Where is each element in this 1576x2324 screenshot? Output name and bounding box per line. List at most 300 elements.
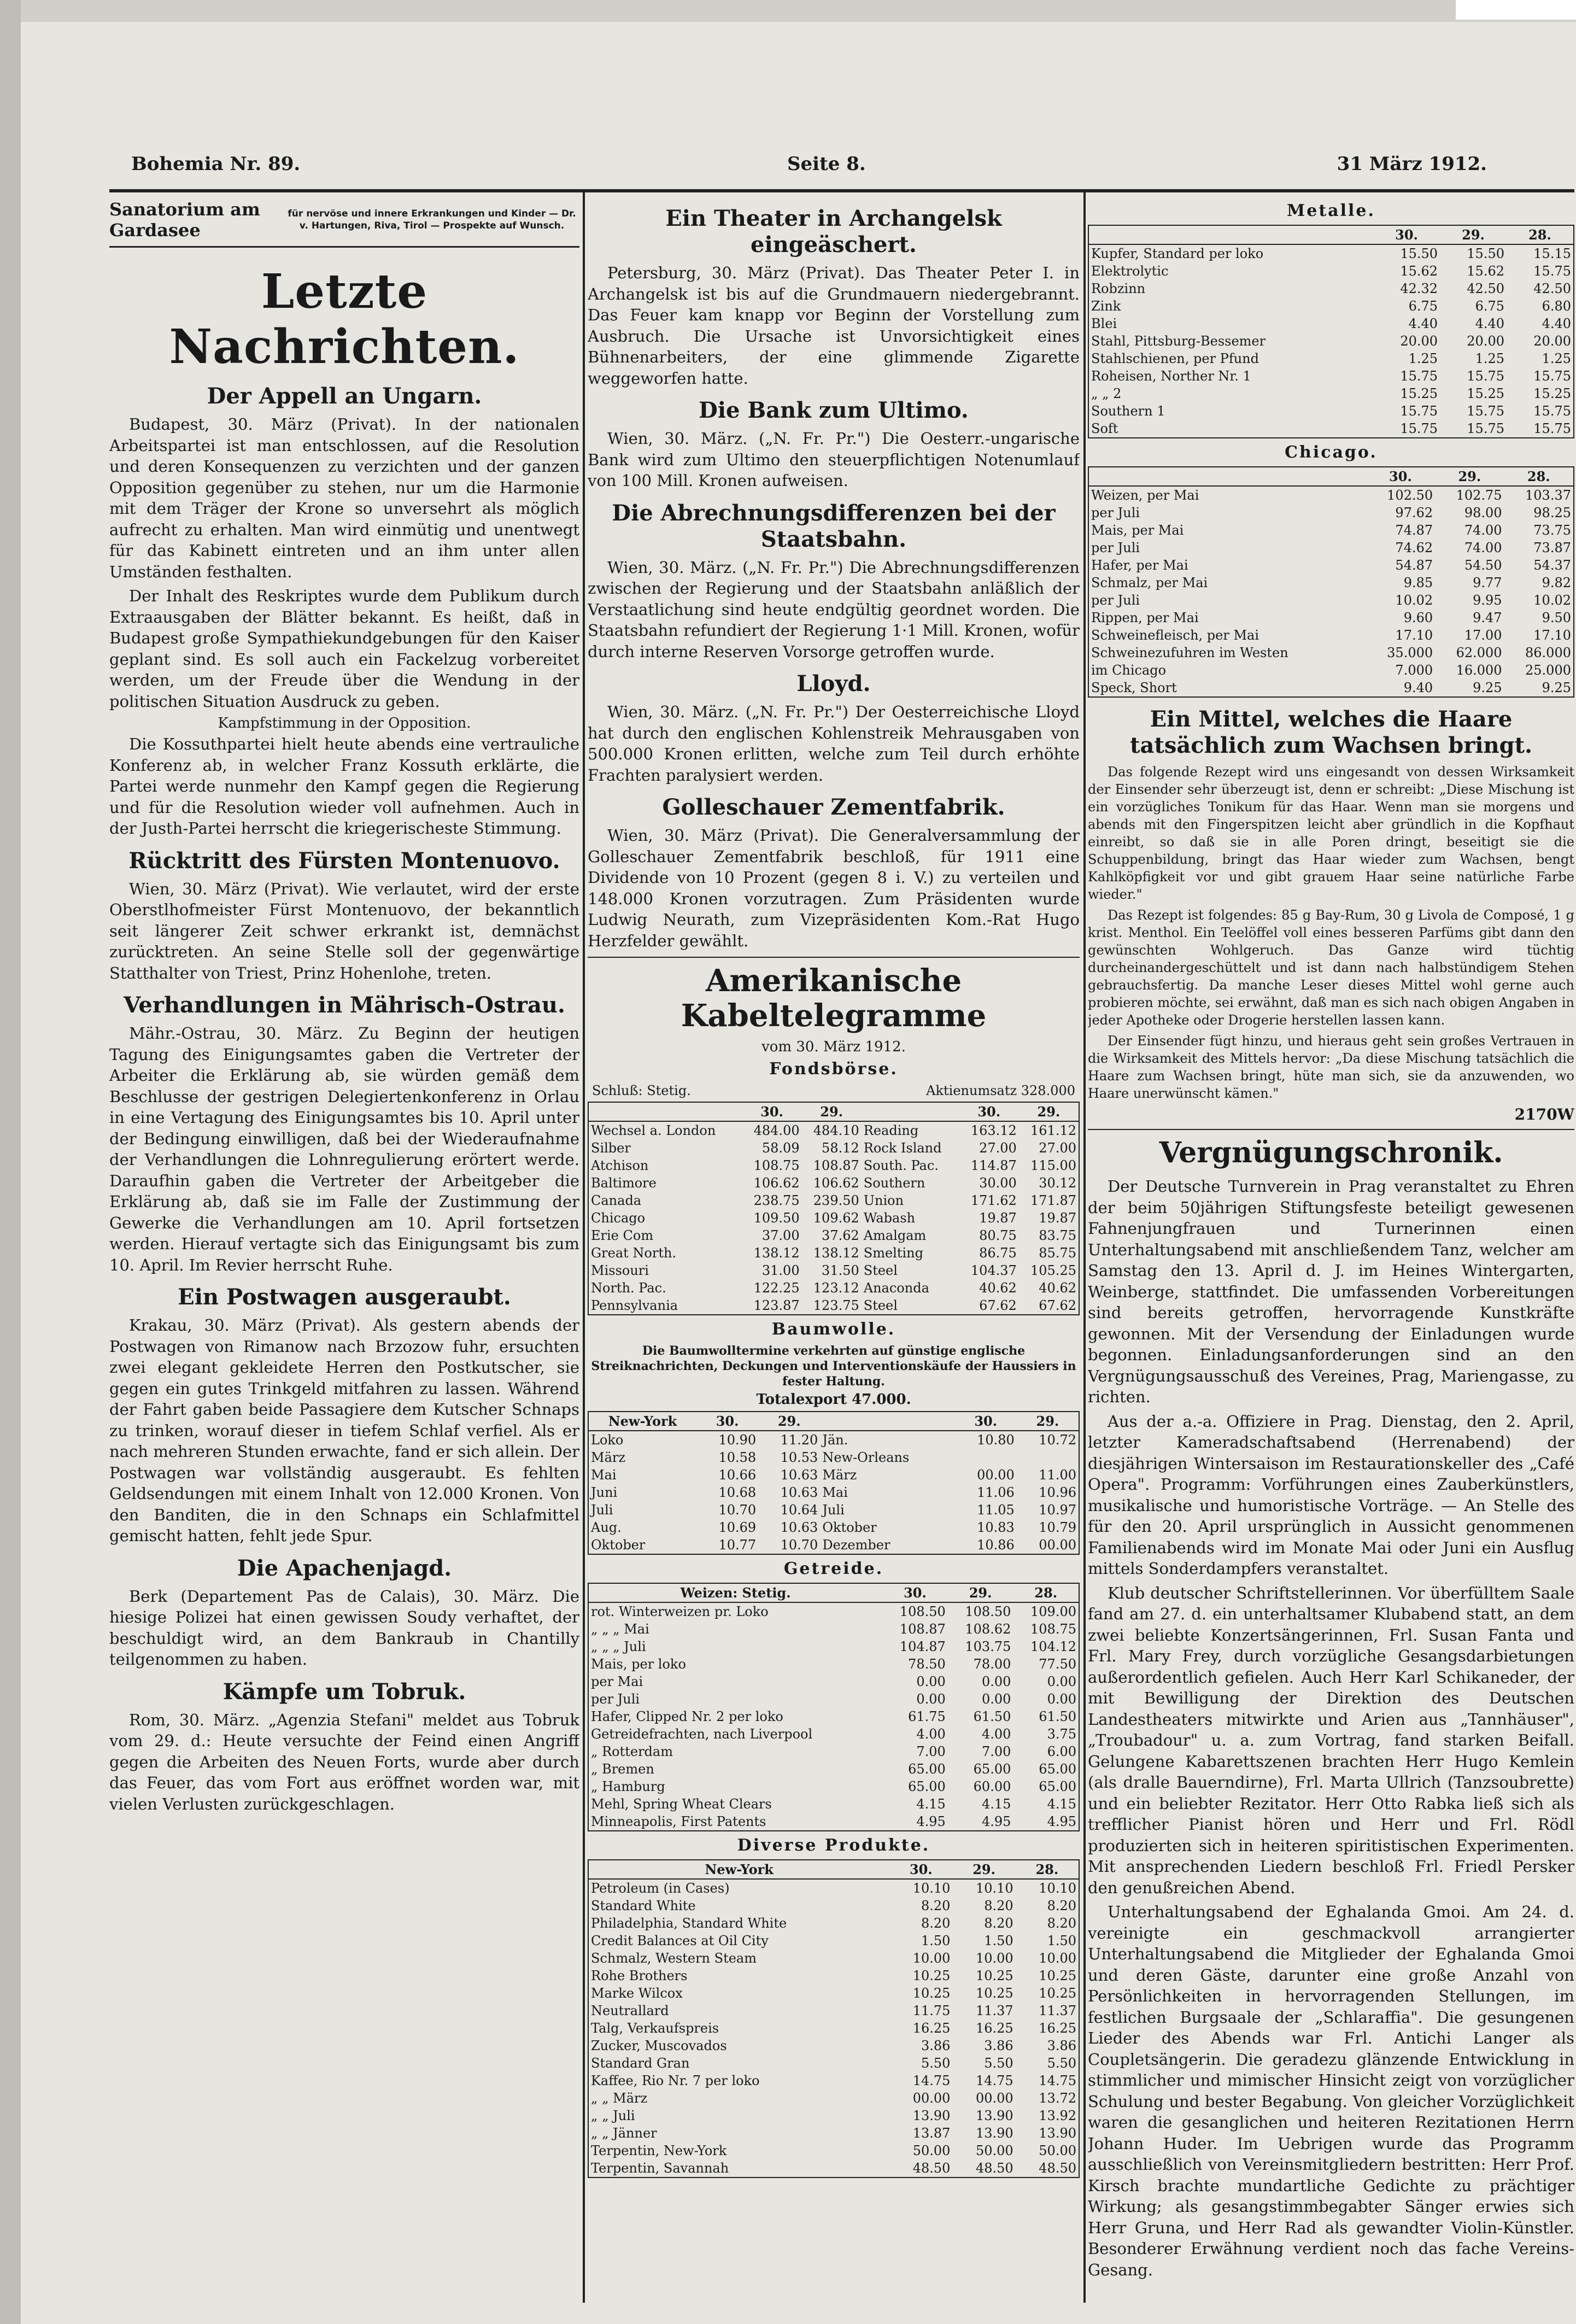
table-cell: 48.50	[1039, 2161, 1076, 2176]
table-cell: Oktober	[822, 1520, 877, 1535]
article-paragraph: Der Einsender fügt hinzu, und hieraus geht sein großes Vertrauen in die Wirksamkeit des Mittels hervor: „Da diese Mischung tatsächlich die Haare zum Wachsen bringt, hüte man sich, sie da anzuwenden, wo Haare unerwünscht kämen."	[1088, 1033, 1574, 1101]
table-cell: 6.75	[1408, 298, 1438, 314]
table-cell: 14.75	[975, 2073, 1013, 2088]
table-row	[589, 1279, 1079, 1297]
table-cell: 85.75	[1039, 1245, 1076, 1261]
table-cell: 10.00	[912, 1951, 951, 1966]
table-cell: 65.00	[973, 1761, 1011, 1777]
table-cell: New-Orleans	[822, 1450, 910, 1465]
fonds-summary	[588, 1083, 1080, 1098]
article-headline: Die Abrechnungsdifferenzen bei der Staatsbahn.	[612, 500, 1056, 552]
table-row	[1089, 244, 1573, 262]
table-header-cell: New-York	[589, 1412, 696, 1431]
table-cell: North. Pac.	[591, 1280, 666, 1296]
table-cell: Mais, per Mai	[1091, 523, 1184, 538]
column-1	[109, 197, 579, 2307]
table-cell: 10.25	[975, 1968, 1013, 1983]
table-cell: 103.37	[1525, 488, 1571, 503]
table-cell: 13.72	[1039, 2091, 1076, 2106]
table-cell: rot. Winterweizen pr. Loko	[591, 1604, 769, 1619]
table-row	[589, 1174, 1079, 1192]
table-cell: 61.50	[973, 1709, 1011, 1724]
table-cell: 0.00	[1047, 1674, 1076, 1689]
table-cell: 54.87	[1395, 558, 1433, 573]
table-cell: 9.25	[1542, 680, 1571, 695]
table-cell: Mais, per loko	[591, 1656, 686, 1672]
table-cell: 00.00	[975, 2091, 1013, 2106]
table-cell: 15.75	[1533, 421, 1571, 436]
table-cell: 78.00	[973, 1656, 1011, 1672]
ad-title: Sanatorium am Gardasee	[109, 199, 260, 241]
table-row	[589, 1602, 1079, 1620]
table-cell: Hafer, Clipped Nr. 2 per loko	[591, 1709, 783, 1724]
table-header-row	[589, 1103, 1079, 1121]
article-paragraph: Die Kossuthpartei hielt heute abends eine vertrauliche Konferenz ab, in welcher Franz Kossuth erklärte, die Partei werde nunmehr den Kampf gegen die Regierung und für die Resolution wieder voll aufnehmen. Auch in der Justh-Partei herrscht die kriegerischeste Stimmung.	[109, 735, 579, 838]
table-cell: 5.50	[1047, 2056, 1076, 2071]
table-cell: Schweinefleisch, per Mai	[1091, 628, 1259, 643]
table-cell: per Juli	[1091, 540, 1140, 555]
table-cell: Jän.	[822, 1432, 848, 1448]
table-cell: 67.62	[979, 1298, 1017, 1313]
table-row	[1089, 662, 1573, 679]
column-divider-1	[583, 192, 585, 2303]
table-cell: „ „ „ Juli	[591, 1639, 646, 1654]
table-cell: 0.00	[981, 1691, 1011, 1707]
ad-code: 2170W	[1514, 1105, 1574, 1123]
article-paragraph: Wien, 30. März (Privat). Die Generalversammlung der Golleschauer Zementfabrik beschloß, für 1911 eine Dividende von 10 Prozent (gegen 8 i. V.) zu verteilen und 148.000 Kronen vorzutragen. Zum Präsidenten wurde Ludwig Neurath, zum Vizepräsidenten Kom.-Rat Hugo Herzfelder gewählt.	[588, 826, 1080, 950]
table-header-cell: 30.	[889, 1860, 952, 1879]
table-cell: 78.50	[908, 1656, 946, 1672]
table-cell	[1017, 1449, 1079, 1466]
article-paragraph: Wien, 30. März. („N. Fr. Pr.") Die Abrechnungsdifferenzen zwischen der Regierung und der Staatsbahn anläßlich der Verstaatlichung sind heute endgültig geordnet worden. Die Staatsbahn refundiert der Regierung 1·1 Mill. Kronen, wofür durch interne Reserven Vorsorge getroffen wurde.	[588, 558, 1080, 661]
table-header-row	[1089, 226, 1573, 244]
table-cell: „ „ „ Mai	[591, 1621, 649, 1637]
table-cell: Juli	[822, 1502, 845, 1518]
table-cell: 54.37	[1533, 558, 1571, 573]
table-cell: 20.00	[1467, 333, 1504, 349]
table-cell: Atchison	[591, 1158, 649, 1173]
table-cell: 10.63	[780, 1520, 818, 1535]
table-row	[589, 1760, 1079, 1778]
table-body	[1089, 244, 1573, 437]
table-cell: 97.62	[1395, 505, 1433, 520]
table-cell: 15.25	[1400, 386, 1438, 401]
table-cell: 10.77	[718, 1537, 757, 1553]
table-body	[589, 1431, 1079, 1554]
table-cell: 238.75	[753, 1193, 800, 1208]
table-cell: 10.25	[912, 1968, 951, 1983]
table-row	[1089, 367, 1573, 385]
table-header-cell: 29.	[1440, 226, 1507, 244]
table-cell: 5.50	[984, 2056, 1013, 2071]
table-cell: South. Pac.	[863, 1158, 939, 1173]
table-row	[589, 2142, 1079, 2159]
table-cell: 4.40	[1475, 316, 1504, 331]
table-cell: 11.05	[977, 1502, 1015, 1518]
page-header	[131, 153, 1487, 186]
table-cell: 17.10	[1395, 628, 1433, 643]
table-cell: 50.00	[975, 2143, 1013, 2158]
chicago-title: Chicago.	[1285, 443, 1378, 462]
table-cell: 13.87	[912, 2126, 951, 2141]
table-cell: 7.00	[916, 1744, 946, 1759]
table-header-cell: 29.	[1017, 1412, 1079, 1431]
table-row	[1089, 315, 1573, 332]
table-row	[1089, 504, 1573, 522]
table-cell: 484.00	[753, 1123, 800, 1138]
table-cell: Mai	[591, 1467, 617, 1483]
table-cell: 102.50	[1387, 488, 1433, 503]
table-cell: 8.20	[984, 1898, 1013, 1913]
table-cell: „ „ 2	[1091, 386, 1122, 401]
table-cell: 1.50	[921, 1933, 951, 1948]
table-cell: 27.00	[1039, 1140, 1076, 1156]
table-row	[1089, 679, 1573, 696]
metalle-table	[1089, 226, 1573, 437]
table-cell: 11.20	[780, 1432, 818, 1448]
diverse-table	[589, 1860, 1079, 2177]
table-cell: 20.00	[1533, 333, 1571, 349]
column-3	[1088, 197, 1574, 2307]
table-cell: 00.00	[912, 2091, 951, 2106]
table-cell: Missouri	[591, 1263, 649, 1278]
table-cell: 7.00	[981, 1744, 1011, 1759]
table-cell: 20.00	[1400, 333, 1438, 349]
table-row	[589, 1262, 1079, 1279]
table-row	[589, 2054, 1079, 2072]
table-cell: 10.80	[977, 1432, 1015, 1448]
table-cell: 6.00	[1047, 1744, 1076, 1759]
scan-edge-top	[0, 0, 1576, 22]
fonds-volume: Aktienumsatz 328.000	[926, 1083, 1075, 1098]
table-cell: Wabash	[863, 1210, 916, 1226]
table-cell: Soft	[1091, 421, 1118, 436]
table-cell: 15.75	[1400, 421, 1438, 436]
table-cell: Smelting	[863, 1245, 923, 1261]
table-cell: 3.86	[984, 2038, 1013, 2053]
table-cell: 77.50	[1039, 1656, 1076, 1672]
table-row	[1089, 522, 1573, 539]
table-cell: 8.20	[984, 1916, 1013, 1931]
table-cell: Chicago	[591, 1210, 646, 1226]
table-row	[1089, 262, 1573, 280]
table-cell: 73.75	[1533, 523, 1571, 538]
table-row	[1089, 592, 1573, 609]
table-cell: 83.75	[1039, 1228, 1076, 1243]
table-cell: per Juli	[1091, 593, 1140, 608]
table-header-cell: 28.	[1507, 226, 1573, 244]
table-cell: per Juli	[591, 1691, 640, 1707]
table-row	[589, 1466, 1079, 1484]
divider	[1088, 1129, 1574, 1130]
diverse-table-box	[588, 1859, 1080, 2178]
table-row	[1089, 350, 1573, 367]
fonds-status: Schluß: Stetig.	[592, 1083, 691, 1098]
baumwolle-title: Baumwolle.	[771, 1320, 896, 1339]
table-cell: 15.75	[1467, 368, 1504, 384]
table-row	[589, 1449, 1079, 1466]
chicago-table	[1089, 467, 1573, 696]
table-cell: „ „ Jänner	[591, 2126, 657, 2141]
table-cell: 1.25	[1542, 351, 1571, 366]
table-cell: 8.20	[1047, 1916, 1076, 1931]
table-cell: 54.50	[1464, 558, 1502, 573]
table-cell: Standard White	[591, 1898, 696, 1913]
table-cell: 138.12	[813, 1245, 859, 1261]
table-cell: 67.62	[1039, 1298, 1076, 1313]
table-cell: Hafer, per Mai	[1091, 558, 1188, 573]
table-row	[589, 1985, 1079, 2002]
table-row	[589, 2159, 1079, 2177]
article-headline: Lloyd.	[796, 671, 871, 696]
table-cell: Stahl, Pittsburg-Bessemer	[1091, 333, 1266, 349]
table-cell: 86.000	[1525, 645, 1571, 660]
table-row	[1089, 486, 1573, 504]
table-cell: Zink	[1091, 298, 1121, 314]
table-cell: 108.50	[965, 1604, 1011, 1619]
divider	[588, 957, 1080, 958]
table-cell: 0.00	[916, 1691, 946, 1707]
baumwolle-export: Totalexport 47.000.	[756, 1391, 911, 1408]
article-paragraph: Der Inhalt des Reskriptes wurde dem Publikum durch Extraausgaben der Blätter bekannt. Es heißt, daß in Budapest große Sympathiekundgebungen für den Kaiser geplant sind. Es soll auch ein Fackelzug vorbereitet werden, um der Freude über die Wendung in der politischen Situation Ausdruck zu geben.	[109, 587, 579, 711]
table-cell: 3.86	[1047, 2038, 1076, 2053]
table-cell: 4.15	[981, 1796, 1011, 1812]
table-cell: 31.00	[761, 1263, 800, 1278]
table-header-row	[589, 1860, 1079, 1879]
table-cell: 42.32	[1400, 281, 1438, 296]
table-cell: Minneapolis, First Patents	[591, 1814, 766, 1829]
table-header-cell: 28.	[1016, 1860, 1079, 1879]
table-cell: 15.75	[1400, 403, 1438, 419]
table-row	[589, 1536, 1079, 1554]
table-cell: 15.62	[1400, 264, 1438, 279]
table-cell: 161.12	[1030, 1123, 1076, 1138]
table-cell: 10.83	[977, 1520, 1015, 1535]
table-row	[1089, 609, 1573, 627]
table-cell: 109.00	[1030, 1604, 1076, 1619]
baumwolle-table-box	[588, 1411, 1080, 1555]
table-row	[589, 1121, 1079, 1139]
table-row	[589, 1967, 1079, 1985]
table-cell: Juni	[591, 1485, 618, 1500]
getreide-table-box	[588, 1583, 1080, 1831]
table-cell: 10.97	[1039, 1502, 1076, 1518]
table-cell: 19.87	[979, 1210, 1017, 1226]
table-cell: 10.70	[780, 1537, 818, 1553]
table-cell: Getreidefrachten, nach Liverpool	[591, 1726, 813, 1742]
table-cell: 42.50	[1467, 281, 1504, 296]
table-cell: 10.25	[912, 1986, 951, 2001]
table-row	[589, 1620, 1079, 1638]
table-cell: 31.50	[822, 1263, 859, 1278]
table-cell: 4.40	[1542, 316, 1571, 331]
table-cell: 50.00	[912, 2143, 951, 2158]
section-masthead: Letzte Nachrichten.	[169, 264, 520, 374]
getreide-table	[589, 1584, 1079, 1830]
table-row	[1089, 557, 1573, 574]
table-cell: 60.00	[973, 1779, 1011, 1794]
table-cell: 16.25	[1039, 2021, 1076, 2036]
table-row	[589, 1932, 1079, 1950]
table-cell: 11.00	[1039, 1467, 1076, 1483]
table-cell: 98.25	[1533, 505, 1571, 520]
table-cell: 106.62	[813, 1175, 859, 1191]
scan-edge-left	[0, 0, 21, 2324]
table-cell: „ „ März	[591, 2091, 648, 2106]
table-row	[589, 1638, 1079, 1655]
table-cell: 9.95	[1473, 593, 1502, 608]
article-headline: Ein Mittel, welches die Haare tatsächlich zum Wachsen bringt.	[1129, 706, 1532, 758]
table-cell: 171.62	[970, 1193, 1017, 1208]
table-row	[589, 1297, 1079, 1314]
table-cell: 0.00	[981, 1674, 1011, 1689]
article-headline: Rücktritt des Fürsten Montenuovo.	[128, 847, 560, 874]
table-cell: 9.50	[1542, 610, 1571, 625]
table-row	[1089, 280, 1573, 297]
table-cell: 13.92	[1039, 2108, 1076, 2123]
table-row	[589, 1244, 1079, 1262]
table-cell: 25.000	[1525, 663, 1571, 678]
table-cell: Zucker, Muscovados	[591, 2038, 727, 2053]
table-header-cell: 30.	[1366, 467, 1435, 486]
table-cell: 104.87	[899, 1639, 946, 1654]
table-row	[589, 1813, 1079, 1830]
table-row	[589, 1484, 1079, 1501]
table-cell: Mai	[822, 1485, 848, 1500]
table-cell: Dezember	[822, 1537, 890, 1553]
table-cell: 4.95	[916, 1814, 946, 1829]
table-header-row	[589, 1584, 1079, 1602]
table-cell: 16.25	[912, 2021, 951, 2036]
table-header-cell: 29.	[948, 1584, 1013, 1602]
table-cell: Silber	[591, 1140, 631, 1156]
table-header-cell	[589, 1103, 742, 1121]
table-cell: „ Hamburg	[591, 1779, 665, 1794]
table-cell: 108.87	[813, 1158, 859, 1173]
table-cell: 9.77	[1473, 575, 1502, 590]
table-cell: 10.68	[718, 1485, 757, 1500]
table-cell: Speck, Short	[1091, 680, 1177, 695]
table-cell: Rohe Brothers	[591, 1968, 688, 1983]
table-cell: 13.90	[912, 2108, 951, 2123]
vergnuegung-headline: Vergnügungschronik.	[1159, 1136, 1503, 1169]
table-cell: Canada	[591, 1193, 642, 1208]
table-cell: 102.75	[1456, 488, 1502, 503]
header-page-number: Seite 8.	[787, 153, 866, 175]
table-cell: „ Bremen	[591, 1761, 654, 1777]
table-cell: 10.10	[975, 1881, 1013, 1896]
table-cell: 163.12	[970, 1123, 1017, 1138]
table-cell: 4.00	[916, 1726, 946, 1742]
table-cell: Rippen, per Mai	[1091, 610, 1199, 625]
table-cell: Oktober	[591, 1537, 646, 1553]
table-header-cell: 29.	[758, 1412, 820, 1431]
table-cell: 80.75	[979, 1228, 1017, 1243]
table-header-cell	[820, 1412, 954, 1431]
table-cell: 50.00	[1039, 2143, 1076, 2158]
article-headline: Golleschauer Zementfabrik.	[662, 794, 1005, 820]
table-cell: Loko	[591, 1432, 624, 1448]
table-header-cell: 28.	[1013, 1584, 1079, 1602]
metalle-table-box	[1088, 225, 1574, 438]
table-cell: 106.62	[753, 1175, 800, 1191]
article-headline: Ein Postwagen ausgeraubt.	[178, 1284, 511, 1310]
table-cell: 10.96	[1039, 1485, 1076, 1500]
article-headline: Kämpfe um Tobruk.	[222, 1678, 466, 1705]
table-cell: 98.00	[1464, 505, 1502, 520]
baumwolle-table	[589, 1412, 1079, 1554]
table-cell: 4.95	[1047, 1814, 1076, 1829]
metalle-title: Metalle.	[1287, 201, 1375, 220]
table-row	[1089, 420, 1573, 437]
article-paragraph: Aus der a.-a. Offiziere in Prag. Dienstag, den 2. April, letzter Kameradschaftsabend (Herrenabend) der diesjährigen Wintersaison im Restaurationskeller des „Café Opera". Programm: Vorführungen eines Zauberkünstlers, musikalische und humoristische Vorträge. — An Stelle des für den 20. April ursprünglich in Aussicht genommenen Familienabends wird im Monate Mai oder Juni ein Ausflug mittels Sonderdampfers veranstaltet.	[1088, 1412, 1574, 1578]
table-row	[589, 1227, 1079, 1244]
table-cell: 10.10	[1039, 1881, 1076, 1896]
table-cell: 10.86	[977, 1537, 1015, 1553]
table-cell: Marke Wilcox	[591, 1986, 683, 2001]
table-cell: 171.87	[1030, 1193, 1076, 1208]
table-cell: 13.90	[975, 2108, 1013, 2123]
table-cell: 8.20	[921, 1916, 951, 1931]
table-cell: 11.06	[977, 1485, 1015, 1500]
table-cell: 239.50	[813, 1193, 859, 1208]
table-body	[589, 1879, 1079, 2177]
table-cell: 16.25	[975, 2021, 1013, 2036]
table-cell: 4.15	[1047, 1796, 1076, 1812]
table-header-cell: 29.	[1435, 467, 1504, 486]
table-row	[589, 1139, 1079, 1157]
table-cell: 484.10	[813, 1123, 859, 1138]
table-cell: Reading	[863, 1123, 919, 1138]
table-cell: 17.00	[1464, 628, 1502, 643]
table-cell: 15.75	[1533, 264, 1571, 279]
table-header-cell: 29.	[802, 1103, 862, 1121]
article-headline: Verhandlungen in Mährisch-Ostrau.	[124, 992, 565, 1018]
table-cell: per Juli	[1091, 505, 1140, 520]
article-paragraph: Petersburg, 30. März (Privat). Das Theater Peter I. in Archangelsk ist bis auf die Grundmauern niedergebrannt. Das Feuer kam knapp vor Beginn der Vorstellung zum Ausbruch. Die Ursache ist Unvorsichtigkeit eines Bühnenarbeiters, der eine glimmende Zigarette weggeworfen hatte.	[588, 264, 1080, 388]
table-cell: 104.12	[1030, 1639, 1076, 1654]
table-cell: Southern	[863, 1175, 925, 1191]
table-cell: 10.02	[1533, 593, 1571, 608]
table-header-cell: 30.	[955, 1412, 1017, 1431]
table-row	[589, 1915, 1079, 1932]
table-cell: 37.00	[761, 1228, 800, 1243]
table-cell: 4.00	[981, 1726, 1011, 1742]
article-paragraph: Berk (Departement Pas de Calais), 30. März. Die hiesige Polizei hat einen gewissen Soudy verhaftet, der beschuldigt wird, an dem Bankraub in Chantilly teilgenommen zu haben.	[109, 1587, 579, 1669]
table-row	[1089, 539, 1573, 557]
table-cell: 15.75	[1467, 403, 1504, 419]
table-row	[589, 1519, 1079, 1536]
article-headline: Der Appell an Ungarn.	[207, 383, 482, 409]
table-cell: 9.60	[1403, 610, 1433, 625]
table-row	[1089, 402, 1573, 420]
table-cell: 62.000	[1456, 645, 1502, 660]
table-cell: 109.62	[813, 1210, 859, 1226]
table-cell: 10.58	[718, 1450, 757, 1465]
table-row	[589, 1897, 1079, 1915]
fonds-table-box	[588, 1102, 1080, 1315]
table-cell: 10.72	[1039, 1432, 1076, 1448]
article-paragraph: Das folgende Rezept wird uns eingesandt von dessen Wirksamkeit der Einsender sehr überzeugt ist, denn er schreibt: „Diese Mischung ist ein vorzügliches Tonikum für das Haar. Wenn man sie morgens und abends mit den Fingerspitzen leicht aber gründlich in die Kopfhaut einreibt, so daß sie in alle Poren dringt, beseitigt sie die Schuppenbildung, bringt das Haar wieder zum Wachsen, bengt Kahlköpfigkeit vor und gibt grauem Haar seine natürliche Farbe wieder."	[1088, 764, 1574, 902]
table-cell: 73.87	[1533, 540, 1571, 555]
table-cell	[955, 1449, 1017, 1466]
table-cell: 40.62	[1039, 1280, 1076, 1296]
table-cell: 30.12	[1039, 1175, 1076, 1191]
header-paper-name: Bohemia Nr. 89.	[131, 153, 301, 175]
article-subheading: Kampfstimmung in der Opposition.	[218, 715, 471, 731]
table-cell: 1.50	[1047, 1933, 1076, 1948]
table-row	[1089, 332, 1573, 350]
